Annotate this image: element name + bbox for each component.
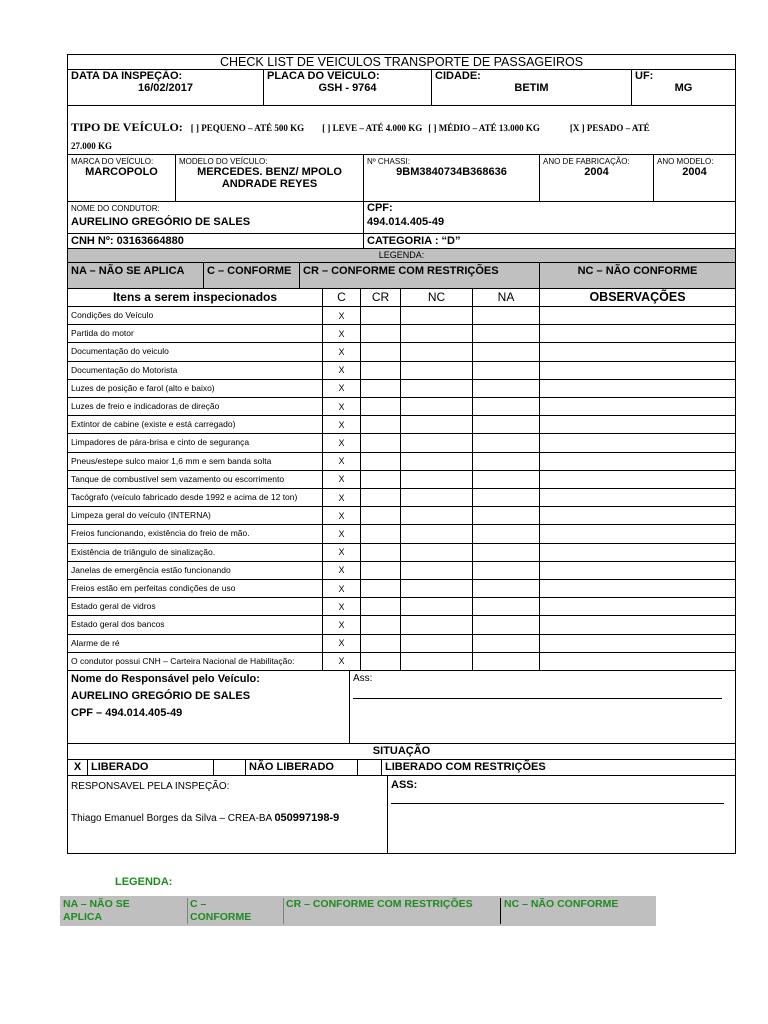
vehicle-type-medium: [ ] MÉDIO – ATÉ 13.000 KG [428,123,540,133]
item-check-nc[interactable] [401,470,473,488]
model-year-value: 2004 [682,166,707,178]
item-check-nc[interactable] [401,361,473,379]
item-check-c[interactable]: X [323,634,361,652]
responsible-cpf: CPF – 494.014.405-49 [71,707,183,720]
model-value: MERCEDES. BENZ/ MPOLO [197,166,342,178]
item-check-na[interactable] [473,434,540,452]
vehicle-type-small: [ ] PEQUENO – ATÉ 500 KG [190,123,305,133]
model-year-cell [654,155,736,201]
city-cell [432,70,632,106]
item-label: Partida do motor [68,325,323,343]
responsible-label: Nome do Responsável pelo Veículo: [71,673,260,686]
item-observation[interactable] [540,507,736,525]
responsible-cell [68,671,350,743]
brand-label: MARCA DO VEÍCULO: [71,157,154,166]
driver-name-value: AURELINO GREGÓRIO DE SALES [71,215,251,228]
item-check-c[interactable]: X [323,325,361,343]
item-check-na[interactable] [473,470,540,488]
uf-cell [632,70,736,106]
item-row [68,307,736,325]
city-value: BETIM [514,82,549,94]
situation-mark[interactable]: X [68,759,88,775]
item-check-nc[interactable] [401,452,473,470]
item-check-nc[interactable] [401,652,473,670]
legend-cr: CR – CONFORME COM RESTRIÇÕES [300,263,540,289]
item-label: Estado geral de vidros [68,598,323,616]
item-check-cr[interactable] [361,507,401,525]
item-check-nc[interactable] [401,634,473,652]
item-check-c[interactable]: X [323,561,361,579]
item-check-c[interactable]: X [323,507,361,525]
item-observation[interactable] [540,561,736,579]
item-row [68,379,736,397]
item-check-c[interactable]: X [323,434,361,452]
item-observation[interactable] [540,325,736,343]
item-check-cr[interactable] [361,525,401,543]
item-check-nc[interactable] [401,507,473,525]
item-check-cr[interactable] [361,598,401,616]
cnh-cell: CNH Nº: 03163664880 [68,234,364,249]
situation-table [67,744,736,776]
item-check-cr[interactable] [361,361,401,379]
item-check-cr[interactable] [361,343,401,361]
item-row [68,598,736,616]
item-check-na[interactable] [473,398,540,416]
legend-bottom-na [63,898,130,924]
responsible-signature-line [353,698,722,699]
model-cell [176,155,364,201]
brand-cell [68,155,176,201]
item-row [68,652,736,670]
legend-na: NA – NÃO SE APLICA [68,263,204,289]
item-check-nc[interactable] [401,580,473,598]
item-row [68,634,736,652]
item-check-na[interactable] [473,379,540,397]
model-value-2: ANDRADE REYES [221,178,318,190]
plate-cell [264,70,432,106]
item-check-nc[interactable] [401,598,473,616]
situation-released-restrictions: LIBERADO COM RESTRIÇÕES [382,759,736,775]
driver-table [67,202,736,250]
item-label: Existência de triângulo de sinalização. [68,543,323,561]
item-check-na[interactable] [473,489,540,507]
item-row [68,580,736,598]
item-row [68,525,736,543]
item-row [68,416,736,434]
item-label: Alarme de ré [68,634,323,652]
item-row [68,470,736,488]
item-check-cr[interactable] [361,561,401,579]
item-label: Estado geral dos bancos [68,616,323,634]
item-observation[interactable] [540,489,736,507]
legend-bottom-bar [60,896,656,926]
chassis-value: 9BM3840734B368636 [396,166,507,178]
inspector-crea: 050997198-9 [274,811,340,824]
model-label: MODELO DO VEÍCULO: [179,157,268,166]
item-check-na[interactable] [473,507,540,525]
legend-bottom-c [187,898,251,924]
model-year-label: ANO MODELO: [657,157,714,166]
item-check-cr[interactable] [361,379,401,397]
item-observation[interactable] [540,398,736,416]
city-label: CIDADE: [435,70,481,82]
vehicle-type-light: [ ] LEVE – ATÉ 4.000 KG [322,123,423,133]
item-check-c[interactable]: X [323,652,361,670]
fab-year-label: ANO DE FABRICAÇÃO: [543,157,630,166]
inspector-label: RESPONSAVEL PELA INSPEÇÃO: [71,780,230,792]
item-check-na[interactable] [473,561,540,579]
situation-not-released-box[interactable] [214,759,246,775]
legend-nc: NC – NÃO CONFORME [540,263,736,289]
col-cr-header: CR [361,289,401,307]
item-label: Extintor de cabine (existe e está carregado) [68,416,323,434]
legend-bottom-na-1: NA – NÃO SE [63,898,130,910]
item-check-na[interactable] [473,543,540,561]
item-observation[interactable] [540,307,736,325]
item-check-c[interactable]: X [323,616,361,634]
item-check-cr[interactable] [361,452,401,470]
category-cell: CATEGORIA : “D” [364,234,736,249]
item-check-cr[interactable] [361,616,401,634]
inspector-signature-line [391,803,724,804]
item-check-c[interactable]: X [323,598,361,616]
legend-table [67,249,736,289]
item-observation[interactable] [540,361,736,379]
situation-restrictions-box[interactable] [358,759,382,775]
col-obs-header: OBSERVAÇÕES [540,289,736,307]
item-check-c[interactable]: X [323,361,361,379]
item-row [68,452,736,470]
legend-bottom-na-2: APLICA [63,911,103,923]
vehicle-table [67,155,736,202]
cpf-label: CPF: [367,201,393,214]
item-check-na[interactable] [473,325,540,343]
item-observation[interactable] [540,598,736,616]
item-check-nc[interactable] [401,525,473,543]
inspector-ass-label: ASS: [391,778,418,791]
item-check-cr[interactable] [361,634,401,652]
item-check-nc[interactable] [401,398,473,416]
item-check-na[interactable] [473,598,540,616]
item-check-cr[interactable] [361,580,401,598]
chassis-label: Nº CHASSI: [367,157,410,166]
item-row [68,543,736,561]
item-check-na[interactable] [473,452,540,470]
uf-label: UF: [635,70,654,82]
item-check-nc[interactable] [401,543,473,561]
item-label: Documentação do Motorista [68,361,323,379]
item-label: Janelas de emergência estão funcionando [68,561,323,579]
inspector-cell [68,776,388,854]
checklist-form [67,54,735,854]
item-label: O condutor possui CNH – Carteira Nacional de Habilitação: [68,652,323,670]
item-observation[interactable] [540,343,736,361]
cpf-cell [364,202,736,234]
item-observation[interactable] [540,543,736,561]
item-row [68,561,736,579]
item-row [68,325,736,343]
item-check-c[interactable]: X [323,580,361,598]
legend-bottom-title: LEGENDA: [115,876,173,888]
item-check-c[interactable]: X [323,452,361,470]
legend-c: C – CONFORME [204,263,300,289]
item-check-cr[interactable] [361,325,401,343]
col-c-header: C [323,289,361,307]
item-check-c[interactable]: X [323,543,361,561]
item-check-c[interactable]: X [323,398,361,416]
item-label: Luzes de freio e indicadoras de direção [68,398,323,416]
responsible-signature-cell [350,671,736,743]
item-label: Tanque de combustível sem vazamento ou escorrimento [68,470,323,488]
item-check-nc[interactable] [401,616,473,634]
item-row [68,489,736,507]
item-check-c[interactable]: X [323,379,361,397]
item-check-na[interactable] [473,525,540,543]
legend-bottom [60,876,172,888]
item-check-nc[interactable] [401,325,473,343]
situation-title: SITUAÇÃO [68,744,736,760]
item-label: Documentação do veiculo [68,343,323,361]
item-observation[interactable] [540,434,736,452]
legend-bottom-c-1: C – [190,898,207,910]
item-check-nc[interactable] [401,379,473,397]
item-observation[interactable] [540,379,736,397]
item-observation[interactable] [540,452,736,470]
cpf-value: 494.014.405-49 [367,215,445,228]
item-observation[interactable] [540,616,736,634]
item-label: Limpadores de pára-brisa e cinto de segurança [68,434,323,452]
items-body [68,307,736,671]
fab-year-cell [540,155,654,201]
items-table [67,289,736,671]
inspector-table [67,776,736,855]
inspection-date-cell [68,70,264,106]
inspection-date-value: 16/02/2017 [137,82,194,94]
col-nc-header: NC [401,289,473,307]
item-check-cr[interactable] [361,434,401,452]
item-observation[interactable] [540,470,736,488]
item-check-c[interactable]: X [323,525,361,543]
vehicle-type-label: TIPO DE VEÍCULO: [71,120,183,134]
legend-title: LEGENDA: [68,249,736,263]
item-check-nc[interactable] [401,561,473,579]
item-check-na[interactable] [473,616,540,634]
form-title: CHECK LIST DE VEICULOS TRANSPORTE DE PASSAGEIROS [68,55,736,70]
responsible-ass-label: Ass: [353,673,373,685]
item-check-na[interactable] [473,634,540,652]
item-row [68,343,736,361]
item-check-na[interactable] [473,416,540,434]
inspection-date-label: DATA DA INSPEÇÃO: [71,70,183,82]
item-label: Freios funcionando, existência do freio de mão. [68,525,323,543]
situation-not-released: NÃO LIBERADO [246,759,358,775]
chassis-cell [364,155,540,201]
brand-value: MARCOPOLO [85,166,158,178]
inspector-signature-cell [388,776,736,854]
vehicle-type-cell [68,106,736,155]
item-row [68,507,736,525]
item-row [68,398,736,416]
item-check-cr[interactable] [361,470,401,488]
responsible-name: AURELINO GREGÓRIO DE SALES [71,690,251,703]
situation-released: LIBERADO [88,759,214,775]
fab-year-value: 2004 [584,166,609,178]
responsible-table [67,671,736,744]
legend-bottom-cr: CR – CONFORME COM RESTRIÇÕES [283,898,473,924]
item-observation[interactable] [540,580,736,598]
item-row [68,434,736,452]
item-check-na[interactable] [473,580,540,598]
item-check-nc[interactable] [401,416,473,434]
item-label: Luzes de posição e farol (alto e baixo) [68,379,323,397]
item-label: Condições do Veículo [68,307,323,325]
item-check-nc[interactable] [401,343,473,361]
item-check-nc[interactable] [401,307,473,325]
item-check-c[interactable]: X [323,470,361,488]
legend-bottom-c-2: CONFORME [190,911,252,923]
plate-value: GSH - 9764 [318,82,377,94]
item-check-cr[interactable] [361,543,401,561]
uf-value: MG [674,82,693,94]
item-observation[interactable] [540,652,736,670]
item-check-c[interactable]: X [323,343,361,361]
col-na-header: NA [473,289,540,307]
item-check-cr[interactable] [361,489,401,507]
item-check-cr[interactable] [361,652,401,670]
item-observation[interactable] [540,525,736,543]
plate-label: PLACA DO VEÍCULO: [267,70,380,82]
item-row [68,361,736,379]
item-check-na[interactable] [473,307,540,325]
item-label: Pneus/estepe sulco maior 1,6 mm e sem banda solta [68,452,323,470]
legend-bottom-nc: NC – NÃO CONFORME [500,898,618,924]
item-check-c[interactable]: X [323,307,361,325]
item-observation[interactable] [540,634,736,652]
item-check-na[interactable] [473,343,540,361]
items-header: Itens a serem inspecionados [68,289,323,307]
item-check-cr[interactable] [361,307,401,325]
driver-name-label: NOME DO CONDUTOR: [71,203,160,213]
item-label: Tacógrafo (veículo fabricado desde 1992 e acima de 12 ton) [68,489,323,507]
item-check-na[interactable] [473,652,540,670]
item-check-c[interactable]: X [323,416,361,434]
vehicle-type-heavy: [X ] PESADO – ATÉ [569,123,650,133]
item-check-cr[interactable] [361,416,401,434]
item-row [68,616,736,634]
driver-name-cell [68,202,364,234]
item-observation[interactable] [540,416,736,434]
header-table [67,54,736,155]
item-label: Limpeza geral do veículo (INTERNA) [68,507,323,525]
item-check-nc[interactable] [401,434,473,452]
item-label: Freios estão em perfeitas condições de uso [68,580,323,598]
inspector-name: Thiago Emanuel Borges da Silva – CREA-BA [71,812,275,824]
item-check-c[interactable]: X [323,489,361,507]
item-check-nc[interactable] [401,489,473,507]
item-check-cr[interactable] [361,398,401,416]
item-check-na[interactable] [473,361,540,379]
vehicle-type-heavy-cont: 27.000 KG [71,141,113,151]
